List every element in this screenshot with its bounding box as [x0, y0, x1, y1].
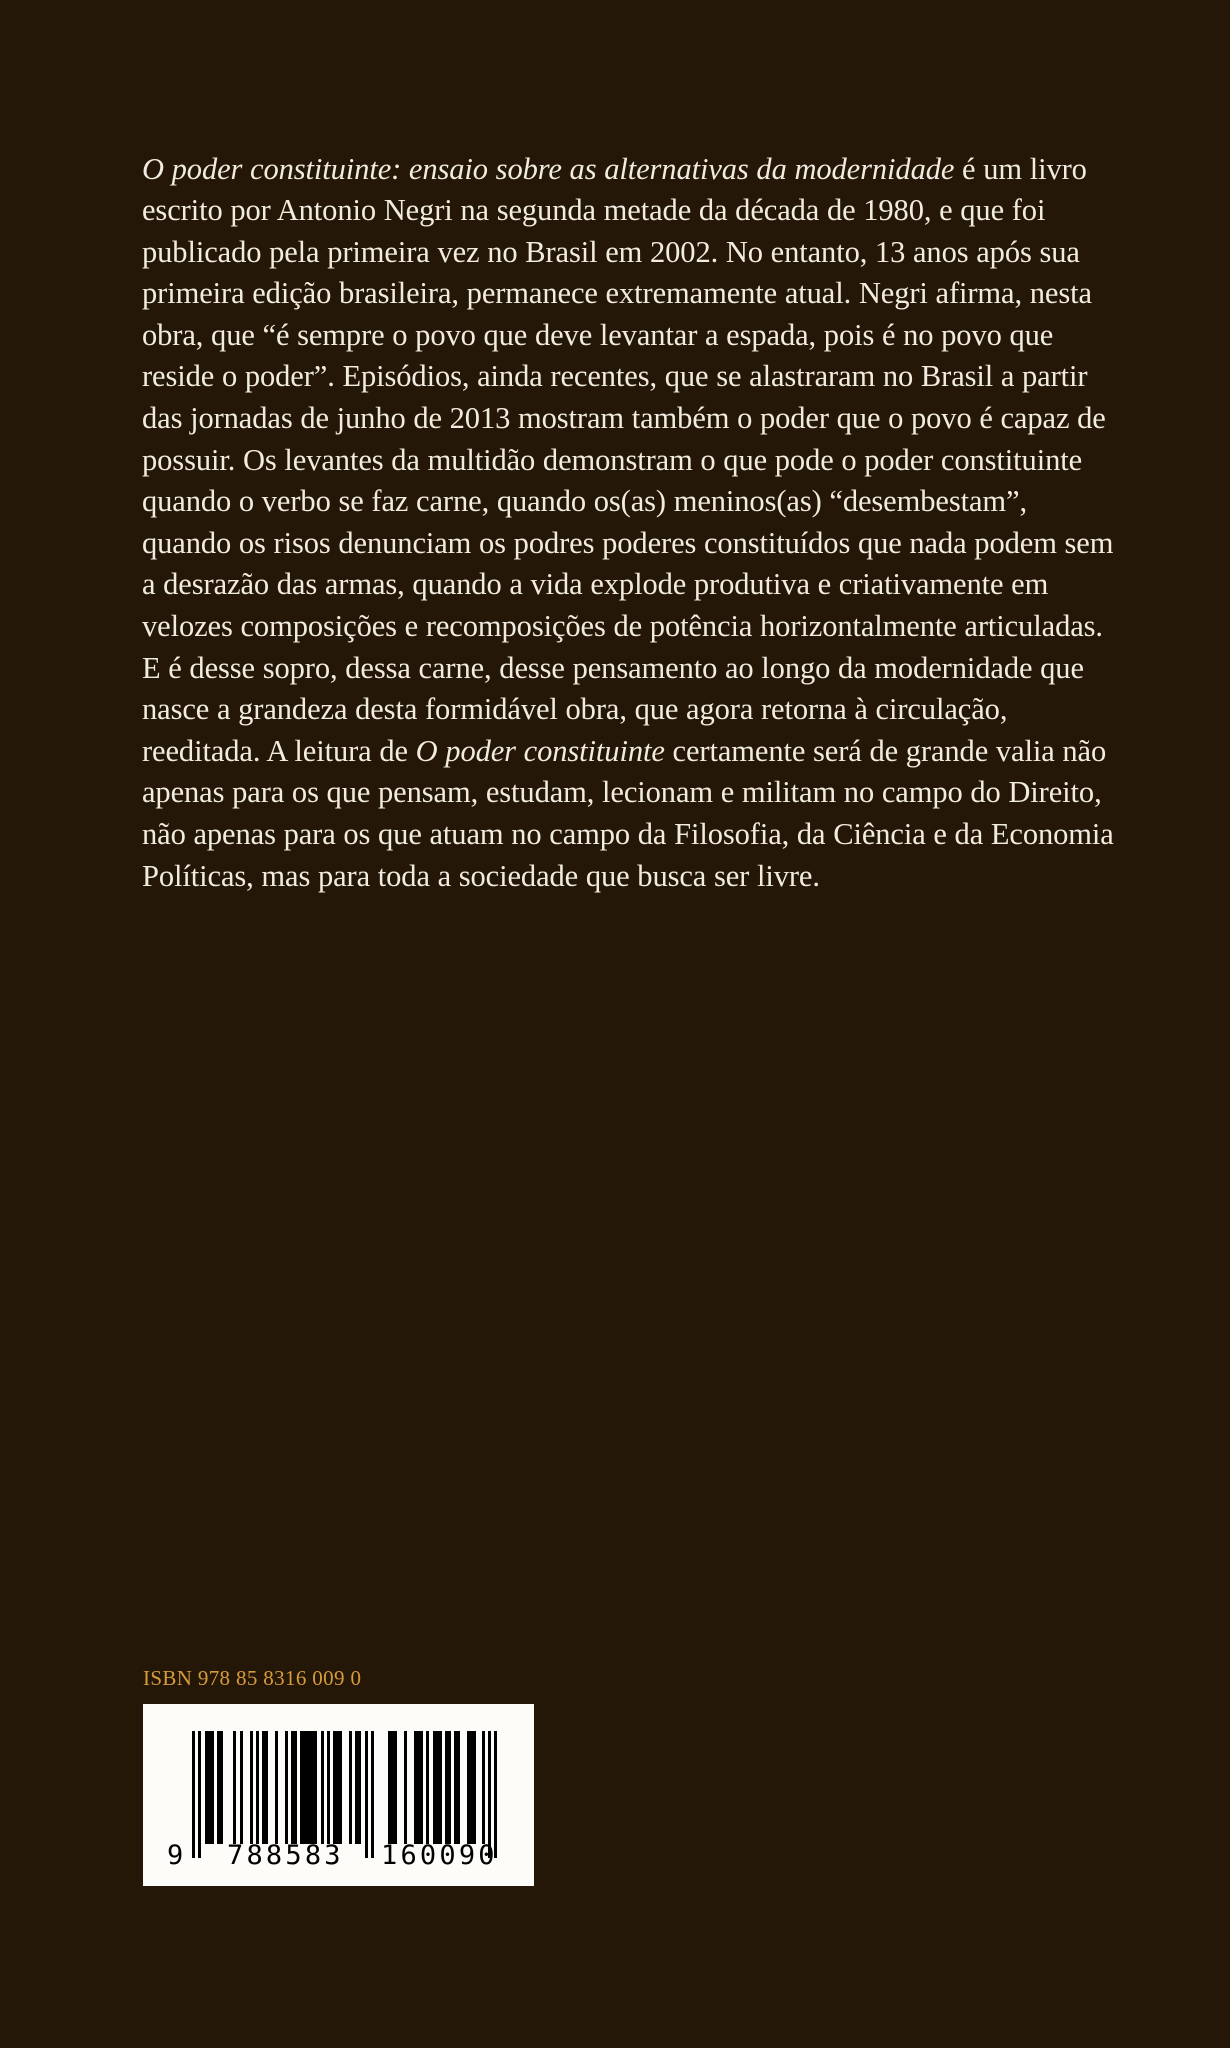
barcode-left-group: 788583	[227, 1840, 344, 1871]
barcode-lead-digit: 9	[167, 1840, 184, 1871]
barcode-right-group: 160090	[381, 1840, 498, 1871]
blurb-text-part-2: certamente será de grande valia não apenas para os que pensam, estudam, lecionam e militam no campo do Direito, não apenas para os que atuam no campo da Filosofia, da Ciência e da Economia Políticas, mas para toda a sociedade que busca ser livre.	[142, 733, 1114, 893]
book-title-italic-lead: O poder constituinte: ensaio sobre as alternativas da modernidade	[142, 151, 955, 186]
book-title-italic-mid: O poder constituinte	[415, 733, 665, 768]
isbn-text: ISBN 978 85 8316 009 0	[143, 1666, 362, 1690]
barcode-inner	[143, 1704, 534, 1886]
blurb-paragraph	[142, 149, 1122, 898]
barcode-bars	[192, 1731, 497, 1844]
barcode	[143, 1704, 534, 1886]
blurb-text-part-1: é um livro escrito por Antonio Negri na segunda metade da década de 1980, e que foi publicado pela primeira vez no Brasil em 2002. No entanto, 13 anos após sua primeira edição brasileira, permanece extremamente atual. Negri afirma, nesta obra, que “é sempre o povo que deve levantar a espada, pois é no povo que reside o poder”. Episódios, ainda recentes, que se alastraram no Brasil a partir das jornadas de junho de 2013 mostram também o poder que o povo é capaz de possuir. Os levantes da multidão demonstram o que pode o poder constituinte quando o verbo se faz carne, quando os(as) meninos(as) “desembestam”, quando os risos denunciam os podres poderes constituídos que nada podem sem a desrazão das armas, quando a vida explode produtiva e criativamente em velozes composições e recomposições de potência horizontalmente articuladas. E é desse sopro, dessa carne, desse pensamento ao longo da modernidade que nasce a grandeza desta formidável obra, que agora retorna à circulação, reeditada. A leitura de	[142, 151, 1114, 768]
